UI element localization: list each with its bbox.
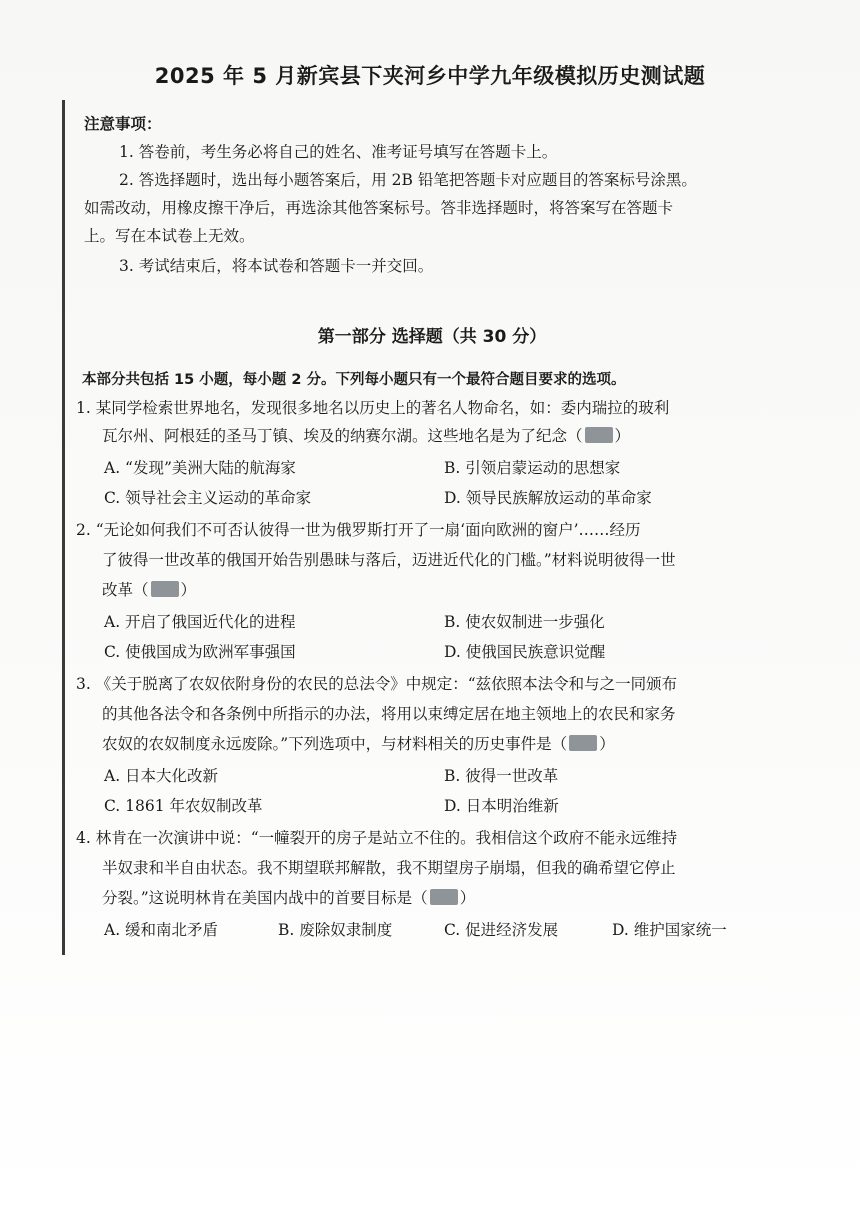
question-text: 1. 某同学检索世界地名，发现很多地名以历史上的著名人物命名，如：委内瑞拉的玻利 (76, 399, 670, 417)
notice-item: 上。写在本试卷上无效。 (84, 227, 255, 245)
option-c: C. 领导社会主义运动的革命家 (104, 489, 312, 507)
option-c: C. 促进经济发展 (444, 921, 559, 939)
notice-heading: 注意事项： (84, 115, 162, 133)
option-a: A. 开启了俄国近代化的进程 (104, 613, 296, 631)
question-close: ） (180, 581, 197, 599)
question-text (102, 732, 615, 754)
question-text: 的其他各法令和各条例中所指示的办法，将用以束缚定居在地主领地上的农民和家务 (102, 705, 676, 723)
option-b: B. 使农奴制进一步强化 (444, 613, 605, 631)
option-c: C. 使俄国成为欧洲军事强国 (104, 643, 296, 661)
question-text-tail: 瓦尔州、阿根廷的圣马丁镇、埃及的纳赛尔湖。这些地名是为了纪念（ (102, 427, 583, 445)
question-text-tail: 分裂。”这说明林肯在美国内战中的首要目标是（ (102, 889, 428, 907)
binding-margin-line (62, 100, 65, 955)
question-text: 3. 《关于脱离了农奴依附身份的农民的总法令》中规定：“兹依照本法令和与之一同颁布 (76, 675, 678, 693)
question-close: ） (599, 735, 615, 753)
option-b: B. 彼得一世改革 (444, 767, 559, 785)
question-text-tail: 农奴的农奴制度永远废除。”下列选项中，与材料相关的历史事件是（ (102, 735, 568, 753)
notice-item: 2. 答选择题时，选出每小题答案后，用 2B 铅笔把答题卡对应题目的答案标号涂黑。 (119, 171, 697, 189)
option-b: B. 废除奴隶制度 (278, 921, 393, 939)
option-a: A. “发现”美洲大陆的航海家 (104, 459, 296, 477)
answer-blank[interactable] (430, 889, 458, 905)
option-d: D. 日本明治维新 (444, 797, 559, 815)
question-close: ） (614, 427, 631, 445)
notice-item: 3. 考试结束后，将本试卷和答题卡一并交回。 (119, 257, 434, 275)
answer-blank[interactable] (569, 735, 597, 751)
question-text (102, 424, 630, 446)
question-text: 半奴隶和半自由状态。我不期望联邦解散，我不期望房子崩塌，但我的确希望它停止 (102, 859, 676, 877)
option-d: D. 使俄国民族意识觉醒 (444, 643, 606, 661)
question-text (102, 578, 196, 600)
option-b: B. 引领启蒙运动的思想家 (444, 459, 621, 477)
question-text: 了彼得一世改革的俄国开始告别愚昧与落后，迈进近代化的门槛。”材料说明彼得一世 (102, 551, 676, 569)
question-text (102, 886, 475, 908)
exam-title: 2025 年 5 月新宾县下夹河乡中学九年级模拟历史测试题 (154, 64, 706, 88)
notice-item: 如需改动，用橡皮擦干净后，再选涂其他答案标号。答非选择题时，将答案写在答题卡 (84, 199, 674, 217)
notice-item: 1. 答卷前，考生务必将自己的姓名、准考证号填写在答题卡上。 (119, 143, 558, 161)
option-a: A. 日本大化改新 (104, 767, 219, 785)
question-text-tail: 改革（ (102, 581, 149, 599)
question-close: ） (459, 889, 476, 907)
option-d: D. 维护国家统一 (612, 921, 727, 939)
question-text: 4. 林肯在一次演讲中说：“一幢裂开的房子是站立不住的。我相信这个政府不能永远维持 (76, 829, 678, 847)
option-d: D. 领导民族解放运动的革命家 (444, 489, 652, 507)
answer-blank[interactable] (585, 427, 613, 443)
section-instruction: 本部分共包括 15 小题，每小题 2 分。下列每小题只有一个最符合题目要求的选项。 (82, 372, 626, 388)
section-title: 第一部分 选择题（共 30 分） (317, 327, 547, 347)
option-a: A. 缓和南北矛盾 (104, 921, 219, 939)
answer-blank[interactable] (151, 581, 179, 597)
option-c: C. 1861 年农奴制改革 (104, 797, 263, 815)
question-text: 2. “无论如何我们不可否认彼得一世为俄罗斯打开了一扇‘面向欧洲的窗户’……经历 (76, 521, 641, 539)
